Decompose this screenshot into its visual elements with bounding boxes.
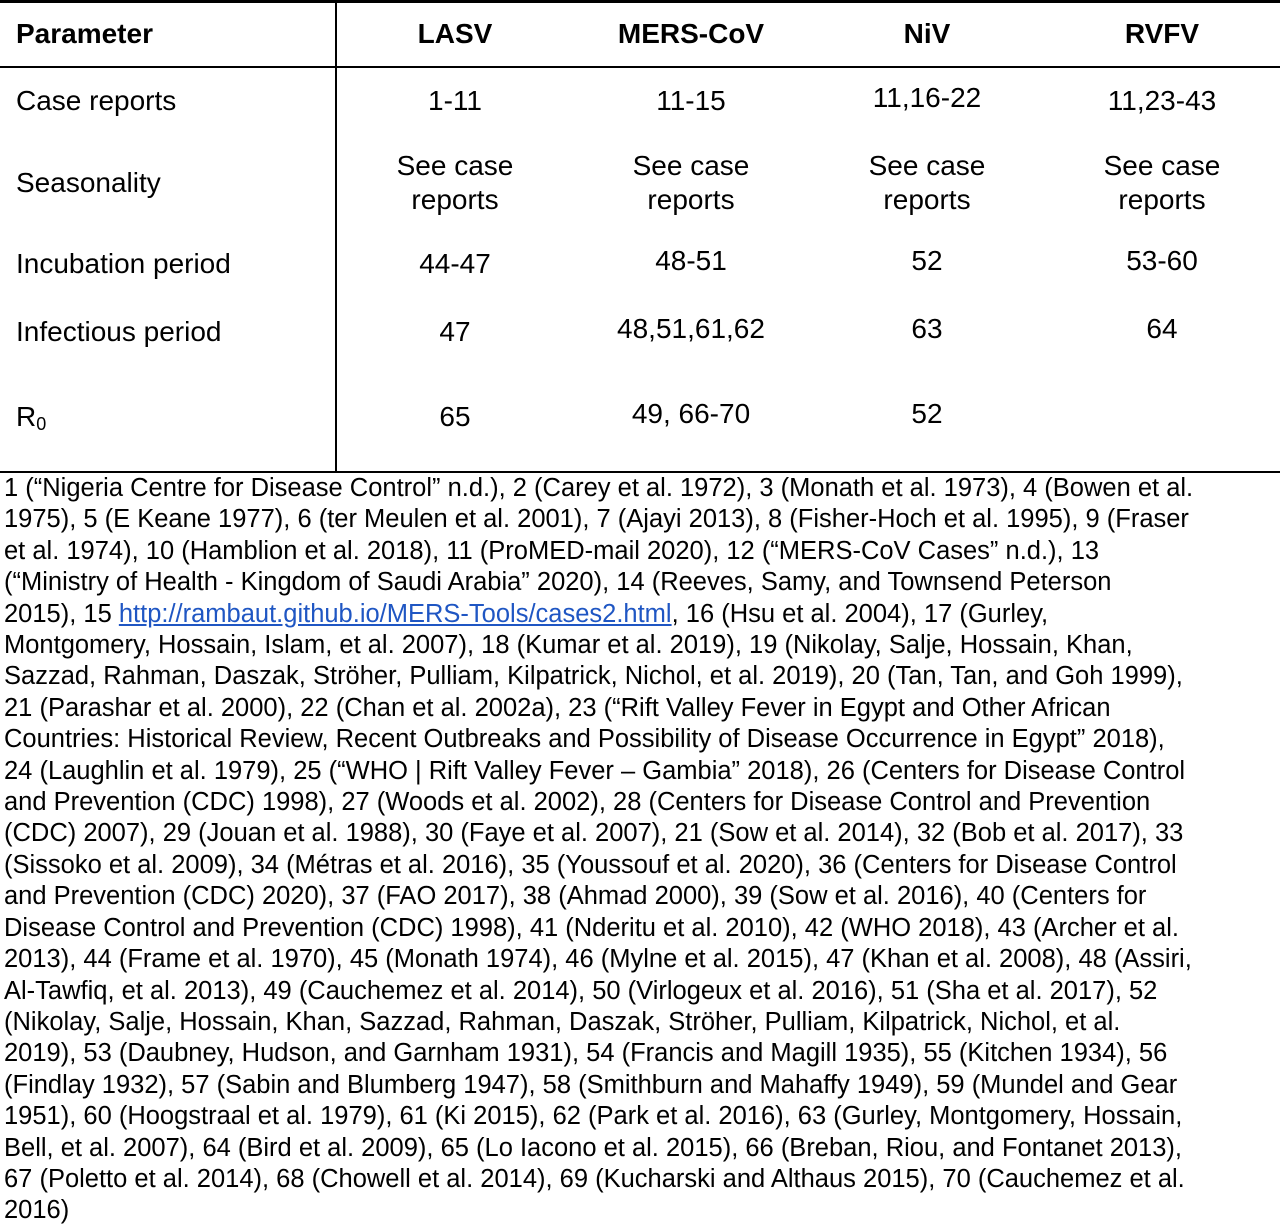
row-parameter: Incubation period [16,248,231,279]
mers-tools-link[interactable]: http://rambaut.github.io/MERS-Tools/cases2.html [118,599,672,628]
header-lasv: LASV [417,18,493,49]
table-header-rule [0,66,1280,68]
header-niv: NiV [903,18,951,49]
cell-lasv: 47 [439,316,471,347]
reference-line: (Findlay 1932), 57 (Sabin and Blumberg 1947), 58 (Smithburn and Mahaffy 1949), 59 (Mundel and Gear [4,1070,1178,1099]
cell-rvfv: 64 [1146,313,1178,344]
cell-mers-cov: 49, 66-70 [631,398,751,429]
reference-line: and Prevention (CDC) 2020), 37 (FAO 2017), 38 (Ahmad 2000), 39 (Sow et al. 2016), 40 (Centers for [4,882,1147,911]
reference-line: 2019), 53 (Daubney, Hudson, and Garnham 1931), 54 (Francis and Magill 1935), 55 (Kitchen 1934), 56 [4,1039,1168,1068]
reference-line: Sazzad, Rahman, Daszak, Ströher, Pulliam, Kilpatrick, Nichol, et al. 2019), 20 (Tan, Tan, and Goh 1999), [4,662,1183,691]
reference-line: 24 (Laughlin et al. 1979), 25 (“WHO | Rift Valley Fever – Gambia” 2018), 26 (Centers for Disease Control [4,756,1186,785]
reference-line: 21 (Parashar et al. 2000), 22 (Chan et al. 2002a), 23 (“Rift Valley Fever in Egypt and Other African [4,693,1111,722]
cell-mers-cov: 48,51,61,62 [617,313,765,344]
row-parameter [16,400,46,434]
cell-rvfv: See case reports [1103,150,1221,215]
header-mers-cov: MERS-CoV [617,18,765,49]
reference-line: 1951), 60 (Hoogstraal et al. 1979), 61 (Ki 2015), 62 (Park et al. 2016), 63 (Gurley, Montgomery, Hossain, [4,1102,1183,1131]
cell-niv: 63 [911,313,943,344]
reference-line: and Prevention (CDC) 1998), 27 (Woods et al. 2002), 28 (Centers for Disease Control and Prevention [4,788,1151,817]
cell-niv: 52 [911,245,943,276]
reference-line: 2016) [4,1196,70,1225]
table-top-rule [0,0,1280,3]
reference-line: 1 (“Nigeria Centre for Disease Control” n.d.), 2 (Carey et al. 1972), 3 (Monath et al. 1973), 4 (Bowen et al. [4,474,1194,502]
cell-mers-cov: 48-51 [655,245,727,276]
reference-line: Montgomery, Hossain, Islam, et al. 2007), 18 (Kumar et al. 2019), 19 (Nikolay, Salje, Hossain, Khan, [4,631,1133,660]
row-parameter: Seasonality [16,167,161,198]
cell-lasv: See case reports [396,150,514,215]
reference-line: Countries: Historical Review, Recent Outbreaks and Possibility of Disease Occurrence in Egypt” 2018), [4,725,1165,754]
reference-line: Bell, et al. 2007), 64 (Bird et al. 2009), 65 (Lo Iacono et al. 2015), 66 (Breban, Riou, and Fontanet 2013), [4,1133,1182,1162]
cell-mers-cov: See case reports [632,150,750,215]
reference-line: 2015), 15 http://rambaut.github.io/MERS-Tools/cases2.html, 16 (Hsu et al. 2004), 17 (Gurley, [4,599,1049,628]
references-footnote [4,473,1280,1227]
row-parameter: Infectious period [16,316,222,347]
reference-line: et al. 1974), 10 (Hamblion et al. 2018), 11 (ProMED-mail 2020), 12 (“MERS-CoV Cases” n.d.), 13 [4,536,1100,565]
reference-line: Disease Control and Prevention (CDC) 1998), 41 (Nderitu et al. 2010), 42 (WHO 2018), 43 (Archer et al. [4,913,1179,942]
r0-main: R [16,401,37,432]
reference-line: 67 (Poletto et al. 2014), 68 (Chowell et al. 2014), 69 (Kucharski and Althaus 2015), 70 (Cauchemez et al. [4,1164,1185,1193]
reference-line: 1975), 5 (E Keane 1977), 6 (ter Meulen et al. 2001), 7 (Ajayi 2013), 8 (Fisher-Hoch et al. 1995), 9 (Fraser [4,505,1189,534]
reference-line: (CDC) 2007), 29 (Jouan et al. 1988), 30 (Faye et al. 2007), 21 (Sow et al. 2014), 32 (Bob et al. 2017), 33 [4,819,1184,848]
cell-niv: 52 [911,398,943,429]
cell-lasv: 1-11 [428,85,482,116]
cell-lasv: 65 [439,401,471,432]
cell-rvfv: 53-60 [1126,245,1198,276]
header-rvfv: RVFV [1124,18,1200,49]
reference-line: 2013), 44 (Frame et al. 1970), 45 (Monath 1974), 46 (Mylne et al. 2015), 47 (Khan et al. 2008), 48 (Assiri, [4,945,1192,974]
reference-line: (Nikolay, Salje, Hossain, Khan, Sazzad, Rahman, Daszak, Ströher, Pulliam, Kilpatrick, Nichol, et al. [4,1007,1121,1036]
header-parameter: Parameter [16,18,153,49]
cell-lasv: 44-47 [419,248,491,279]
cell-niv: 11,16-22 [872,82,982,113]
reference-line: (Sissoko et al. 2009), 34 (Métras et al. 2016), 35 (Youssouf et al. 2020), 36 (Centers for Disease Control [4,850,1177,879]
r0-subscript: 0 [36,414,47,434]
cell-mers-cov: 11-15 [656,85,726,116]
reference-line: Al-Tawfiq, et al. 2013), 49 (Cauchemez et al. 2014), 50 (Virlogeux et al. 2016), 51 (Sha et al. 2017), 52 [4,976,1158,1005]
cell-rvfv: 11,23-43 [1107,85,1217,116]
cell-niv: See case reports [868,150,986,215]
reference-line: (“Ministry of Health - Kingdom of Saudi Arabia” 2020), 14 (Reeves, Samy, and Townsend Peterson [4,568,1112,597]
row-parameter: Case reports [16,85,177,116]
